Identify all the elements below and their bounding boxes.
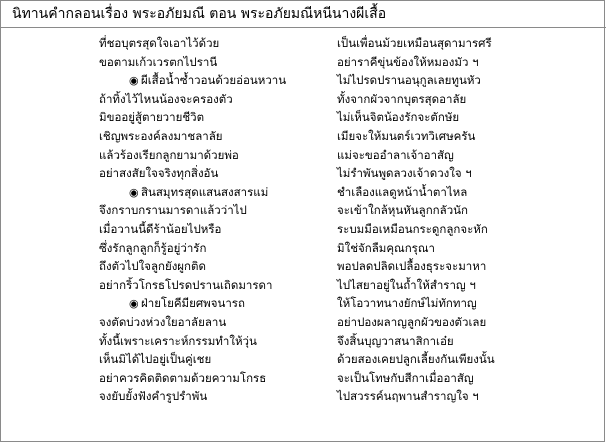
poem-line-left: ที่ชอบุตรสุดใจเอาไว้ด้วย [99,36,220,50]
poem-line-right: เมียจะให้มนตร์เวทวิเศษครัน [337,129,476,143]
poem-line-right: ระบมมือเหมือนกระดูกลูกจะหัก [337,222,488,236]
poem-line-left: อย่าสงสัยใจจริงทุกสิ่งอัน [99,166,219,181]
poem-line-left: อย่ากริ้วโกรธโปรดปรานเถิดมารดา [99,277,273,292]
poem-line-right: จะเข้าใกล้หุนหันลูกกลัวนัก [337,203,468,218]
poem-line-right: เป็นเพื่อนม้วยเหมือนสุดามารศรี [337,36,492,50]
poem-line-left: เชิญพระองค์ลงมาชลาลัย [99,129,223,143]
poem-line-right: จึงสิ้นบุญวาสนาสิกาเอ๋ย [337,333,454,348]
poem-line-left: ถ้าทิ้งไว้ไหนน้องจะครองตัว [99,91,233,106]
poem-line-left: มิขออยู่สู้ตายวายชีวิต [99,110,205,125]
poem-line-text: ผีเสื้อน้ำซ้ำวอนด้วยอ่อนหวาน [141,73,287,88]
poem-line-right: ไม่รำพันพูดลวงเจ้าดวงใจ ฯ [337,166,472,181]
poem-line-text: สินสมุทรสุดแสนสงสารแม่ [141,184,269,199]
poem-line-left: อย่าควรคิดติดตามด้วยความโกรธ [99,370,267,385]
poem-line-right: พอปลดปลิดเปลื้องธุระจะมาหา [337,259,487,274]
poem-line-left: ซึ่งรักลูกลูกก็รู้อยู่ว่ารัก [99,240,207,255]
poem-line-left: เห็นมิได้ไปอยู่เป็นคู่เชย [99,352,212,367]
document-title: นิทานคำกลอนเรื่อง พระอภัยมณี ตอน พระอภัยมณีหนีนางผีเสื้อ [12,6,387,22]
poem-line-left: จงตัดบ่วงห่วงใยอาลัยลาน [99,315,227,329]
poem-line-left [129,73,286,88]
poem-line-left: เมื่อวานนี้ดีร้าน้อยไปหรือ [99,222,222,236]
poem-line-left [129,296,245,311]
poem-line-right: อย่าปองผลาญลูกผัวของตัวเลย [337,315,487,329]
poem-line-left: จึงกราบกรานมารดาแล้วว่าไป [99,203,247,218]
title-bar [1,1,606,28]
poem-line-right: ไม่เห็นจิตน้องรักจะตักษัย [337,110,460,125]
poem-line-right: ไม่ไปรดปรานอนุกูลเลยทูนหัว [337,73,481,88]
poem-line-right: มิใช่จักลืมคุณกรุณา [337,240,435,255]
poem-line-right: จะเป็นโทษกับสีกาเมื่ออาสัญ [337,370,474,385]
poem-line-left: ทั้งนี้เพราะเคราะห์กรรมทำให้วุ่น [99,333,257,348]
poem-line-text: ฝ่ายโยคีมียศพจนารถ [141,296,245,311]
stanza-bullet-icon: ◉ [129,74,139,88]
poem-line-right: ด้วยสองเคยปลูกเลี้ยงกันเพียงนั้น [337,352,495,367]
poem-line-right: อย่าราคีขุ่นข้องให้หมองมัว ฯ [337,54,479,69]
poem-line-left: ถึงตัวไปใจลูกยังผูกติด [99,259,206,274]
poem-line-left: ขอตามเก้วเวรตกไปรานี [99,54,218,69]
stanza-bullet-icon: ◉ [129,185,139,199]
poem-line-right: แม่จะขออำลาเจ้าอาสัญ [337,147,454,162]
poem-line-right: ทั้งจากผัวจากบุตรสุดอาลัย [337,91,467,106]
poem-line-right: ไปไสยาอยู่ในถ้ำให้สำราญ ฯ [337,277,476,292]
poem-line-right: ชำเลืองแลดูหน้าน้ำตาไหล [337,184,468,199]
poem-line-right: ให้โอวาทนางยักษ์ไม่ทักทาญ [337,296,477,311]
poem-line-left [129,185,268,200]
poem-line-left: จงยับยั้งฟังคำรูปรำพัน [99,389,208,404]
poem-line-right: ไปสวรรค์นฤพานสำราญใจ ฯ [337,389,479,404]
stanza-bullet-icon: ◉ [129,297,139,311]
poem-line-left: แล้วร้องเรียกลูกยามาด้วยพ่อ [99,147,239,162]
